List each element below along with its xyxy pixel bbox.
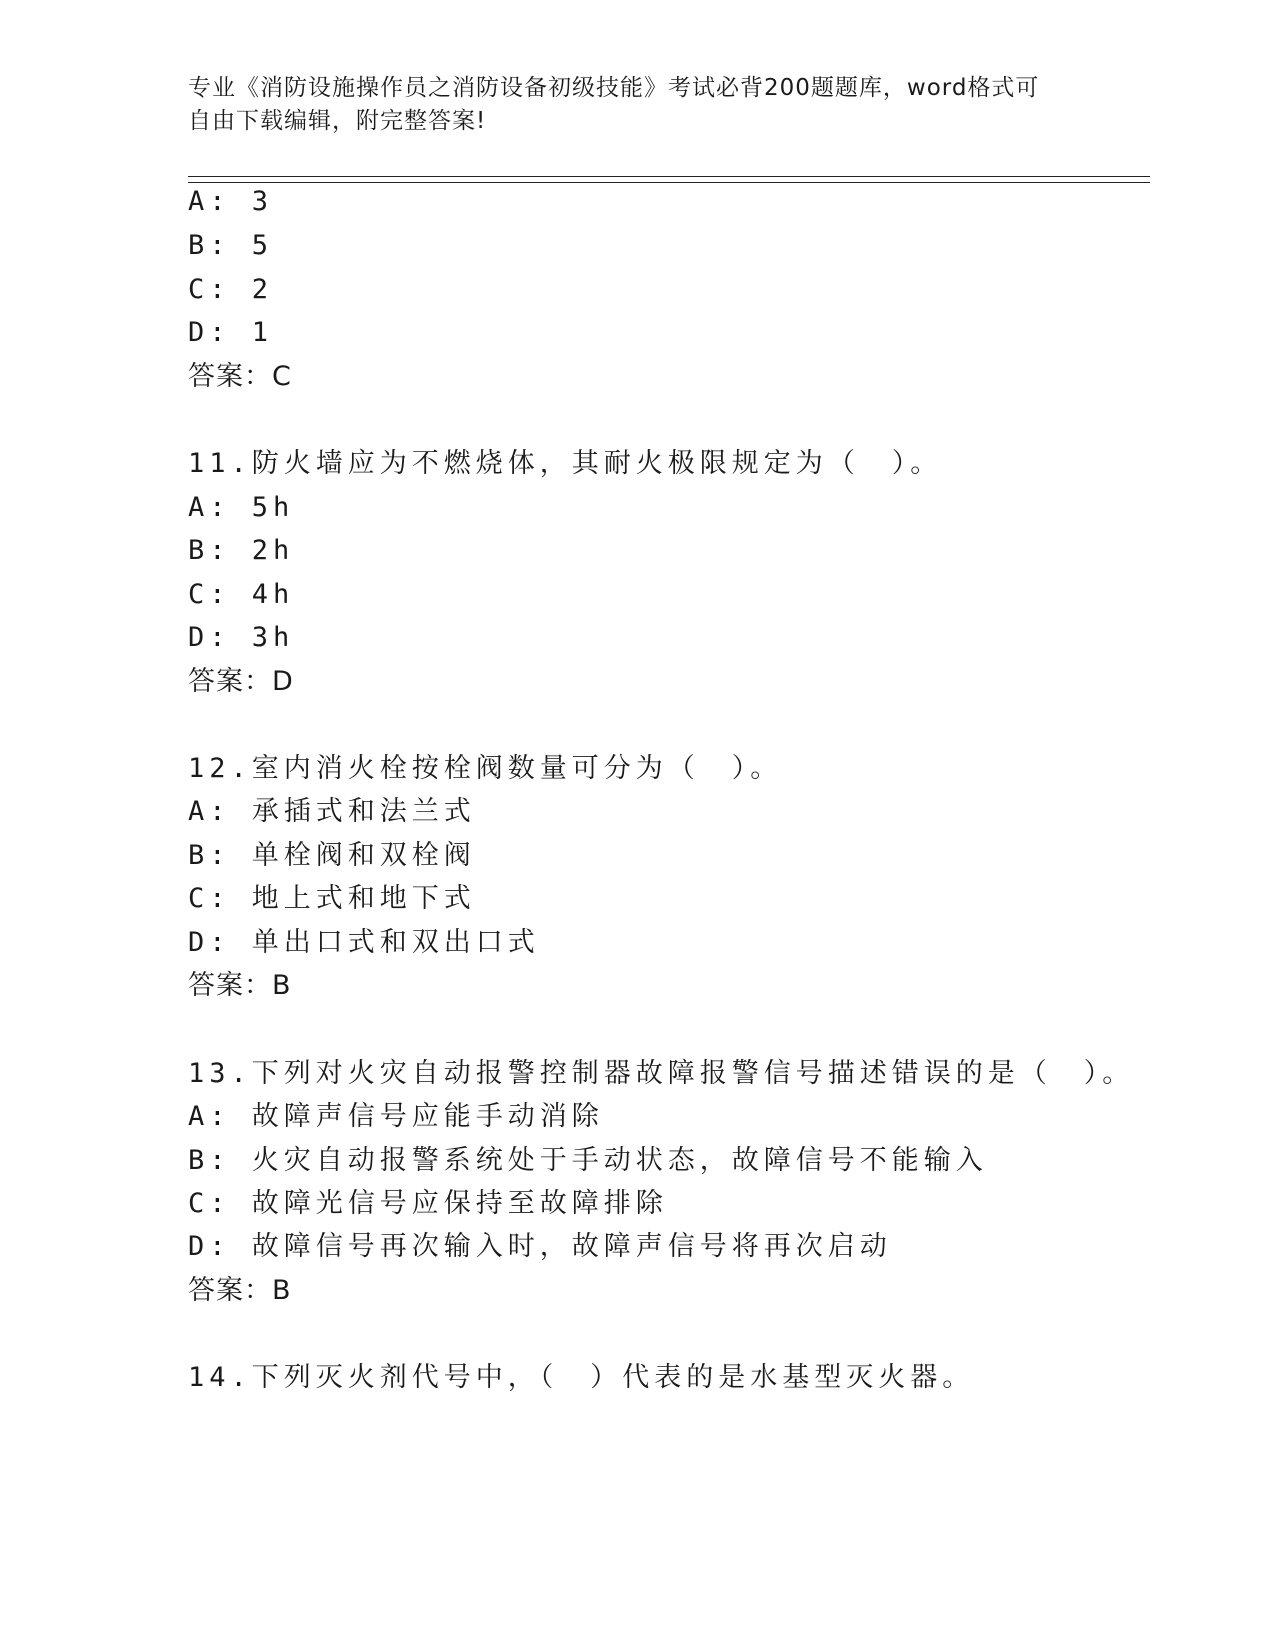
option-c: C: 4h bbox=[188, 579, 295, 610]
option-b: B: 火灾自动报警系统处于手动状态，故障信号不能输入 bbox=[188, 1145, 988, 1176]
option-d: D: 故障信号再次输入时，故障声信号将再次启动 bbox=[188, 1231, 892, 1262]
answer-line: 答案：D bbox=[188, 666, 294, 697]
option-a: A: 3 bbox=[188, 186, 274, 217]
answer-line: 答案：C bbox=[188, 361, 292, 392]
question-stem: 12.室内消火栓按栓阀数量可分为（ ）。 bbox=[188, 753, 783, 784]
header-line-1: 专业《消防设施操作员之消防设备初级技能》考试必背200题题库，word格式可 bbox=[188, 75, 1040, 101]
document-header bbox=[188, 72, 1088, 138]
option-a: A: 承插式和法兰式 bbox=[188, 796, 476, 827]
option-b: B: 单栓阀和双栓阀 bbox=[188, 840, 476, 871]
question-stem: 13.下列对火灾自动报警控制器故障报警信号描述错误的是（ ）。 bbox=[188, 1058, 1135, 1089]
option-d: D: 1 bbox=[188, 317, 274, 348]
option-d: D: 单出口式和双出口式 bbox=[188, 927, 540, 958]
question-stem: 14.下列灭火剂代号中，（ ）代表的是水基型灭火器。 bbox=[188, 1362, 975, 1393]
header-line-2: 自由下载编辑，附完整答案! bbox=[188, 108, 487, 134]
question-stem: 11.防火墙应为不燃烧体，其耐火极限规定为（ ）。 bbox=[188, 448, 943, 479]
option-a: A: 故障声信号应能手动消除 bbox=[188, 1101, 604, 1132]
option-c: C: 故障光信号应保持至故障排除 bbox=[188, 1188, 668, 1219]
option-c: C: 地上式和地下式 bbox=[188, 883, 476, 914]
option-d: D: 3h bbox=[188, 622, 295, 653]
header-divider-top bbox=[188, 176, 1150, 177]
header-divider-bottom bbox=[188, 182, 1150, 183]
option-b: B: 5 bbox=[188, 230, 274, 261]
answer-line: 答案：B bbox=[188, 970, 292, 1001]
option-a: A: 5h bbox=[188, 492, 295, 523]
option-b: B: 2h bbox=[188, 535, 295, 566]
answer-line: 答案：B bbox=[188, 1275, 292, 1306]
option-c: C: 2 bbox=[188, 274, 274, 305]
